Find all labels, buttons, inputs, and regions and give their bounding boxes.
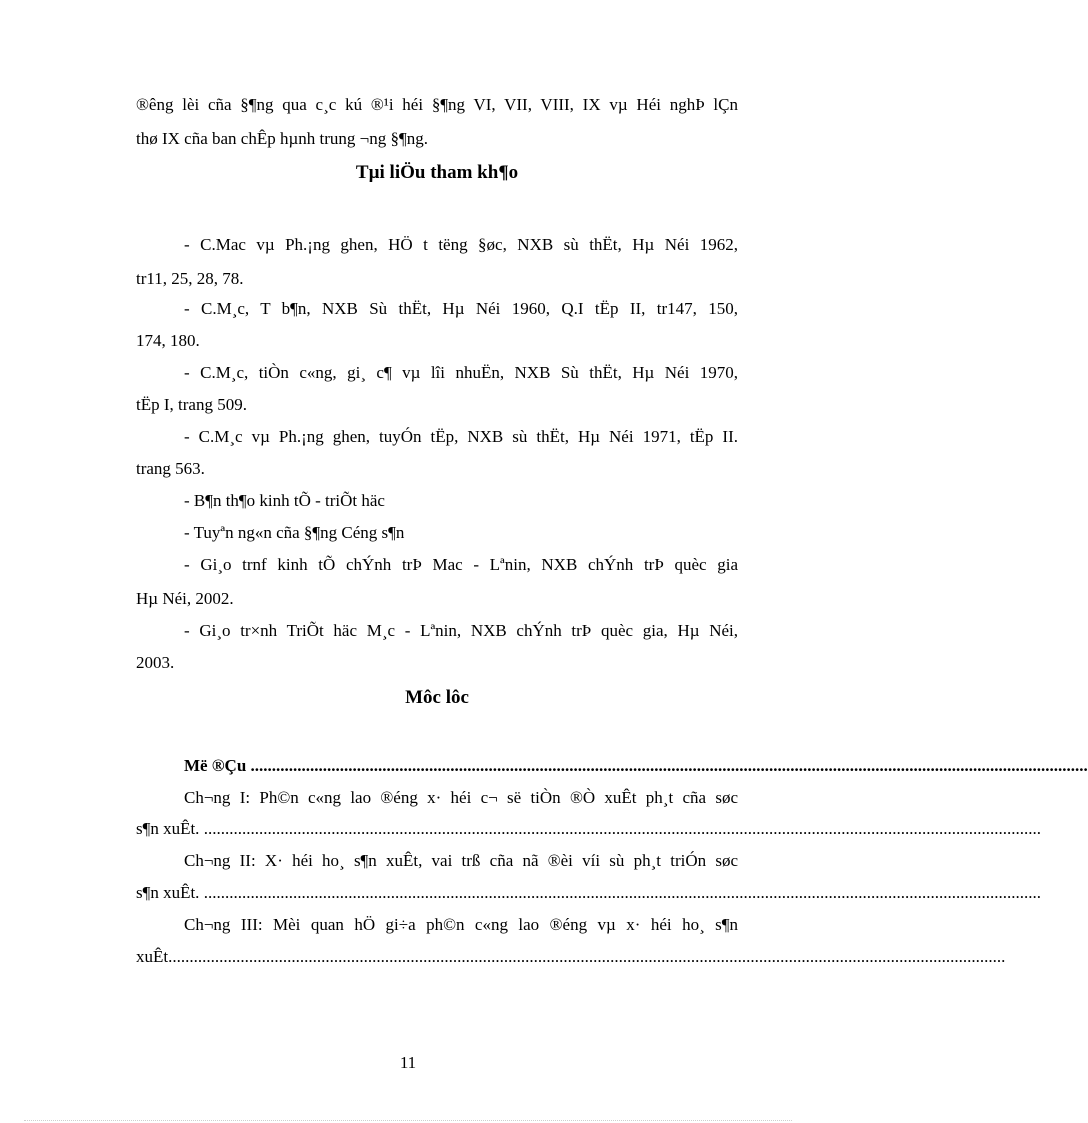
toc-entry-chapter-1-line-1[interactable]: Ch¬ng I: Ph©n c«ng lao ®éng x· héi c¬ së tiÒn ®Ò xuÊt ph¸t cña søc	[184, 788, 738, 807]
toc-heading: Môc lôc	[405, 687, 469, 708]
reference-item-3-line-2: tËp I, trang 509.	[136, 395, 247, 414]
reference-item-7-line-1: - Gi¸o trnf kinh tÕ chÝnh trÞ Mac - Lªnin, NXB chÝnh trÞ quèc gia	[184, 555, 738, 574]
page-bottom-divider	[24, 1120, 792, 1121]
reference-item-1-line-1: - C.Mac vµ Ph.¡ng ghen, HÖ t tëng §øc, NXB sù thËt, Hµ Néi 1962,	[184, 235, 738, 254]
references-heading: Tµi liÖu tham kh¶o	[355, 162, 519, 183]
reference-item-5: - B¶n th¶o kinh tÕ - triÕt häc	[184, 491, 385, 510]
toc-leader-dots: .....................................................................................................................................................................................................	[203, 819, 1041, 838]
toc-leader-dots: .....................................................................................................................................................................................................	[250, 756, 1088, 775]
toc-entry-chapter-3-line-1[interactable]: Ch¬ng III: Mèi quan hÖ gi÷a ph©n c«ng lao ®éng vµ x· héi ho¸ s¶n	[184, 915, 738, 934]
reference-item-7-line-2: Hµ Néi, 2002.	[136, 589, 234, 608]
reference-item-1-line-2: tr11, 25, 28, 78.	[136, 269, 244, 288]
toc-entry-intro[interactable]	[136, 750, 1088, 782]
intro-line-2: thø IX cña ban chÊp hµnh trung ¬ng §¶ng.	[136, 129, 428, 148]
reference-item-8-line-1: - Gi¸o tr×nh TriÕt häc M¸c - Lªnin, NXB chÝnh trÞ quèc gia, Hµ Néi,	[184, 621, 738, 640]
toc-entry-chapter-2-line-1[interactable]: Ch¬ng II: X· héi ho¸ s¶n xuÊt, vai trß cña nã ®èi víi sù ph¸t triÓn søc	[184, 851, 738, 870]
reference-item-4-line-1: - C.M¸c vµ Ph.¡ng ghen, tuyÓn tËp, NXB sù thËt, Hµ Néi 1971, tËp II.	[184, 427, 738, 446]
toc-entry-chapter-1-tail: s¶n xuÊt.	[136, 819, 200, 838]
toc-entry-chapter-3-tail: xuÊt	[136, 947, 169, 966]
toc-leader-dots: .....................................................................................................................................................................................................	[168, 947, 1006, 966]
toc-entry-chapter-2-tail: s¶n xuÊt.	[136, 883, 200, 902]
page-number: 11	[399, 1053, 417, 1072]
toc-leader-dots: .....................................................................................................................................................................................................	[203, 883, 1041, 902]
toc-entry-chapter-1-line-2[interactable]	[136, 813, 1041, 845]
reference-item-2-line-2: 174, 180.	[136, 331, 200, 350]
reference-item-2-line-1: - C.M¸c, T b¶n, NXB Sù thËt, Hµ Néi 1960, Q.I tËp II, tr147, 150,	[184, 299, 738, 318]
toc-entry-intro-label: Më ®Çu	[184, 756, 247, 775]
toc-entry-chapter-3-line-2[interactable]	[136, 941, 1006, 973]
reference-item-8-line-2: 2003.	[136, 653, 175, 672]
intro-line-1: ®êng lèi cña §¶ng qua c¸c kú ®¹i héi §¶ng VI, VII, VIII, IX vµ Héi nghÞ lÇn	[136, 95, 738, 114]
toc-entry-chapter-2-line-2[interactable]	[136, 877, 1041, 909]
reference-item-4-line-2: trang 563.	[136, 459, 205, 478]
reference-item-3-line-1: - C.M¸c, tiÒn c«ng, gi¸ c¶ vµ lîi nhuËn, NXB Sù thËt, Hµ Néi 1970,	[184, 363, 738, 382]
reference-item-6: - Tuyªn ng«n cña §¶ng Céng s¶n	[184, 523, 405, 542]
